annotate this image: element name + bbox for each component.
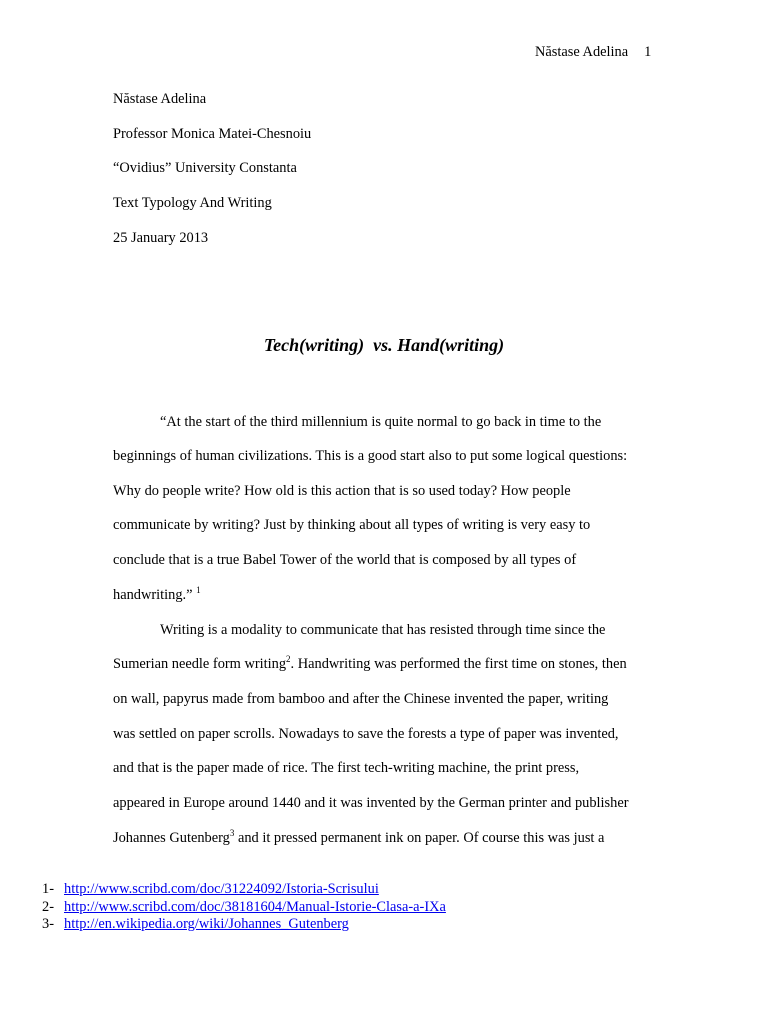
paragraph1-line: communicate by writing? Just by thinking about all types of writing is very easy to bbox=[113, 517, 591, 533]
paragraph2-line: and that is the paper made of rice. The first tech-writing machine, the print press, bbox=[113, 760, 580, 776]
footnote-item bbox=[42, 899, 446, 917]
footnote-ref-1[interactable]: 1 bbox=[196, 585, 201, 595]
heading-date: 25 January 2013 bbox=[113, 230, 209, 246]
paragraph1-line: conclude that is a true Babel Tower of the world that is composed by all types of bbox=[113, 552, 577, 568]
footnote-link[interactable]: http://www.scribd.com/doc/31224092/Istoria-Scrisului bbox=[64, 881, 379, 897]
heading-university: “Ovidius” University Constanta bbox=[113, 160, 297, 176]
heading-course: Text Typology And Writing bbox=[113, 195, 272, 211]
running-header bbox=[535, 44, 651, 61]
header-author: Năstase Adelina bbox=[535, 44, 629, 60]
footnote-link[interactable]: http://en.wikipedia.org/wiki/Johannes_Gutenberg bbox=[64, 916, 349, 932]
footnote-item bbox=[42, 916, 446, 934]
footnotes-list bbox=[42, 881, 446, 934]
heading-professor: Professor Monica Matei-Chesnoiu bbox=[113, 126, 312, 142]
paragraph2-text: . Handwriting was performed the first time on stones, then bbox=[290, 656, 627, 672]
heading-student-name: Năstase Adelina bbox=[113, 91, 207, 107]
paragraph1-line: Why do people write? How old is this action that is so used today? How people bbox=[113, 483, 571, 499]
paragraph1-line: “At the start of the third millennium is quite normal to go back in time to the bbox=[160, 414, 602, 430]
paragraph2-text: Sumerian needle form writing bbox=[113, 656, 287, 672]
footnote-number: 3- bbox=[42, 916, 54, 932]
footnote-link[interactable]: http://www.scribd.com/doc/38181604/Manual-Istorie-Clasa-a-IXa bbox=[64, 898, 446, 915]
footnote-ref-2[interactable]: 2 bbox=[286, 654, 291, 664]
paragraph2-line bbox=[113, 656, 627, 673]
paragraph1-last-line bbox=[113, 587, 201, 604]
paragraph2-text: and it pressed permanent ink on paper. Of course this was just a bbox=[234, 830, 605, 846]
paragraph2-text: Johannes Gutenberg bbox=[113, 830, 230, 846]
header-page-number: 1 bbox=[644, 44, 652, 60]
paragraph2-line: Writing is a modality to communicate that has resisted through time since the bbox=[160, 622, 606, 638]
essay-title: Tech(writing) vs. Hand(writing) bbox=[263, 335, 505, 355]
footnote-ref-3[interactable]: 3 bbox=[229, 828, 235, 838]
paragraph1-line: handwriting.” bbox=[113, 587, 193, 603]
footnote-number: 1- bbox=[42, 881, 54, 897]
paragraph2-line: was settled on paper scrolls. Nowadays to save the forests a type of paper was invented, bbox=[113, 726, 619, 742]
footnote-number: 2- bbox=[42, 898, 54, 915]
footnote-item bbox=[42, 881, 446, 899]
paragraph2-line: appeared in Europe around 1440 and it was invented by the German printer and publisher bbox=[113, 795, 629, 811]
paragraph2-line: on wall, papyrus made from bamboo and after the Chinese invented the paper, writing bbox=[113, 691, 609, 707]
paragraph1-line: beginnings of human civilizations. This is a good start also to put some logical questions: bbox=[113, 448, 628, 464]
paragraph2-line bbox=[113, 830, 604, 847]
